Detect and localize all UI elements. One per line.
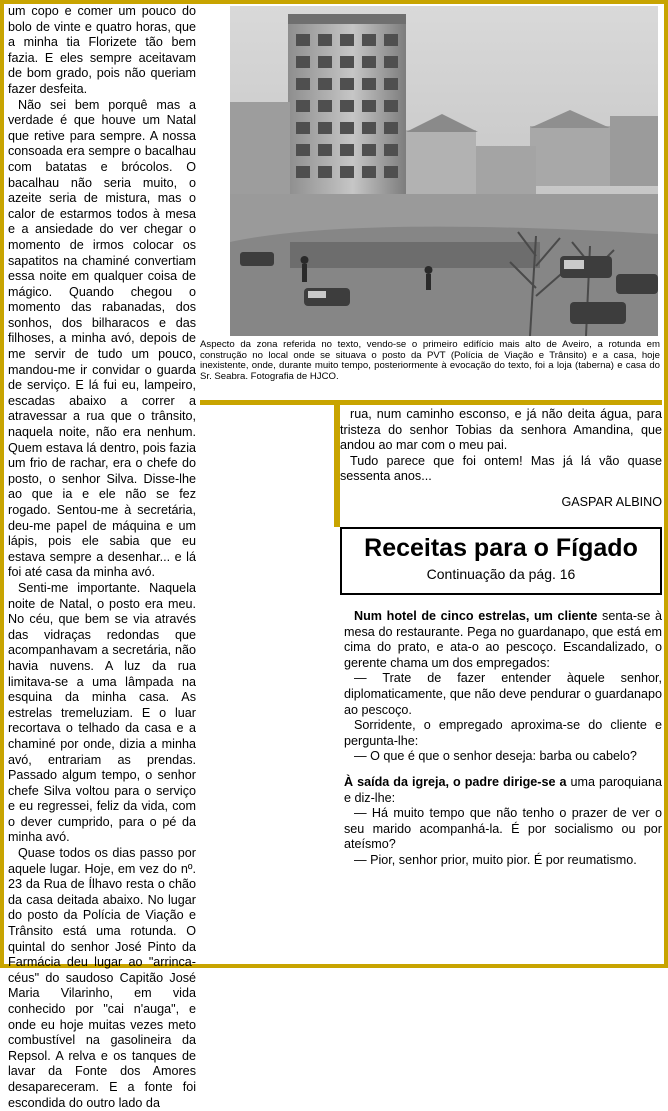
joke-paragraph: Sorridente, o empregado aproxima-se do cliente e pergunta-lhe:: [344, 718, 662, 748]
article-signature: GASPAR ALBINO: [561, 494, 662, 509]
joke-text: uma paroquiana e diz-lhe:: [344, 774, 662, 805]
joke-paragraph: [344, 609, 662, 671]
joke-paragraph: — Há muito tempo que não tenho o prazer de ver o seu marido acompanhá-la. É por socialismo ou por ateísmo?: [344, 806, 662, 852]
joke-paragraph: [344, 775, 662, 806]
photo-caption: Aspecto da zona referida no texto, vendo-se o primeiro edifício mais alto de Aveiro, a rotunda em construção no local onde se situava o posto da PVT (Polícia de Viação e Trânsito) e a casa, hoje inexistente, onde, durante muito tempo, posteriormente à evocação do texto, foi a loja (taberna) e casa do Sr. Seabra. Fotografia de HJCO.: [200, 339, 660, 382]
joke-lead: Num hotel de cinco estrelas, um cliente: [354, 609, 598, 623]
page-inner: [4, 4, 664, 1110]
paragraph: rua, num caminho esconso, e já não deita água, para tristeza do senhor Tobias da senhora Amandina, que andou ao mar com o meu pai.: [340, 407, 662, 453]
receitas-body: [344, 609, 662, 869]
article-mid-column: [200, 407, 332, 964]
joke-text: senta-se à mesa do restaurante. Pega no guardanapo, que está em cima do prato, e ata-o ao pescoço. Escandalizado, o gerente chama um dos empregados:: [344, 609, 662, 670]
article-continuation: [340, 407, 662, 511]
receitas-header-box: [340, 527, 662, 595]
joke-lead: À saída da igreja, o padre dirige-se a: [344, 774, 567, 789]
paragraph: Tudo parece que foi ontem! Mas já lá vão quase sessenta anos...: [340, 453, 662, 484]
joke-paragraph: — Pior, senhor prior, muito pior. É por reumatismo.: [354, 852, 637, 867]
joke-paragraph: — Trate de fazer entender àquele senhor, diplomaticamente, que não deve pendurar o guardanapo ao pescoço.: [344, 671, 662, 717]
paragraph: um copo e comer um pouco do bolo de vinte e quatro horas, que a minha tia Florizete tão bem fazia. E eles sempre aceitavam de bom grado, pois não queriam fazer desfeita.: [8, 4, 196, 96]
horizontal-rule: [200, 400, 662, 405]
receitas-title: Receitas para o Fígado: [364, 534, 638, 562]
photo-illustration: [230, 6, 658, 336]
joke-paragraph: — O que é que o senhor deseja: barba ou cabelo?: [354, 749, 637, 764]
paragraph: Não sei bem porquê mas a verdade é que houve um Natal que retive para sempre. A nossa consoada era sempre o bacalhau com batatas e brócolos. O bacalhau não seria muito, o azeite seria de mistura, mas o calor de estarmos todos à mesa e a ansiedade do ver chegar o momento de irmos colocar os sapatitos na chaminé convertiam essa noite em qualquer coisa de mágico. Quando chegou o momento das rabanadas, dos sonhos, dos bilharacos e das filhoses, a minha avó, depois de me servir de tudo um pouco, mandou-me ir convidar o guarda de serviço. E lá fui eu, lampeiro, escadas abaixo a correr a atravessar a rua que o trânsito, naquela noite, não era nenhum. Quem estava lá dentro, pois fazia um frio de rachar, era o chefe do posto, o senhor Silva. Disse-lhe ao que ia e ele não se fez rogado. Sentou-me à secretária, deu-me papel de máquina e um lápis, pois ele sabia que eu estava sempre a desenhar... e lá foi até casa da minha avó.: [8, 97, 196, 580]
article-photo: [200, 4, 660, 340]
paragraph: Quase todos os dias passo por aquele lugar. Hoje, em vez do nº. 23 da Rua de Ílhavo resta o chão da casa deitada abaixo. No lugar do posto da Polícia de Viação e Trânsito está uma rotunda. O quintal do senhor José Pinto da Farmácia deu lugar ao "arrinca-céus" do saudoso Capitão José Maria Vilarinho, em vida conhecido por "cai n'auga", e onde eu hoje muitas vezes meto combustível na gasolineira da Repsol. A relva e os tanques de lavar da Fonte dos Amores desapareceram. E a fonte foi escondida do outro lado da: [8, 846, 196, 1110]
article-left-column: [8, 4, 196, 1110]
receitas-subtitle: Continuação da pág. 16: [426, 566, 576, 582]
paragraph: Senti-me importante. Naquela noite de Natal, o posto era meu. No céu, que bem se via através das vidraças redondas que acompanhavam a secretária, não havia nuvens. A luz da rua limitava-se a uma lâmpada na esquina da minha casa. As estrelas tremeluziam. E o luar recortava o telhado da casa e a chaminé por onde, dizia a minha avó, entrariam as prendas. Passado algum tempo, o senhor chefe Silva voltou para o serviço e eu regressei, feliz da vida, com o dever cumprido, para o pé da minha avó.: [8, 580, 196, 845]
photo-image: [230, 6, 658, 336]
